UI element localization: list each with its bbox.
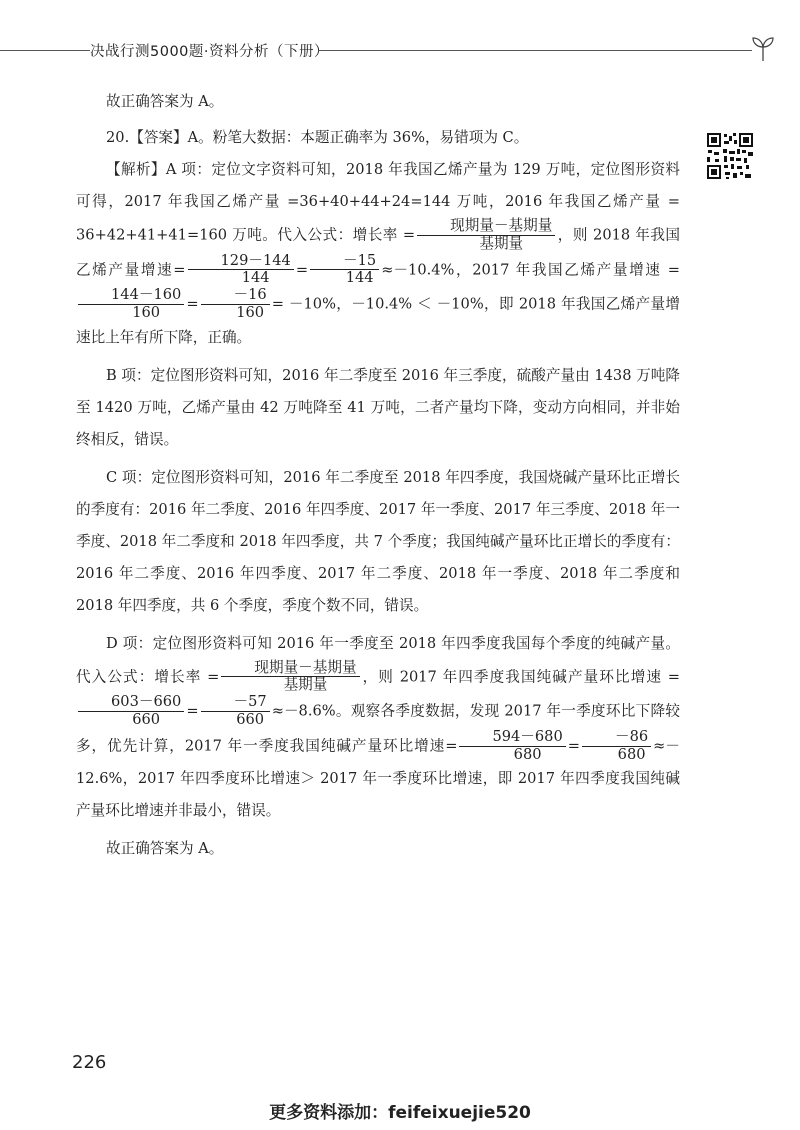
fraction-numerator: －15: [310, 253, 379, 271]
growth-rate-formula-d: [221, 660, 359, 695]
fraction-denominator: 160: [132, 303, 161, 321]
option-a-text-2: ，则 2018 年我国乙烯产量增速=: [76, 226, 681, 278]
fraction-2017-ethylene-result: [201, 287, 270, 322]
analysis-tag: 【解析】: [106, 161, 166, 178]
fraction-numerator: 144－160: [78, 287, 184, 305]
fraction-numerator: －57: [201, 694, 270, 712]
fraction-denominator: 660: [132, 711, 161, 729]
fraction-2017-ethylene: [78, 287, 184, 322]
fraction-2018-ethylene-result: [310, 253, 379, 288]
book-title: 决战行测5000题·资料分析（下册）: [90, 44, 330, 60]
fraction-2017q4-soda-result: [201, 694, 270, 729]
option-d-text-4: ≈－12.6%，2017 年四季度环比增速＞ 2017 年一季度环比增速，即 2017 年四季度我国纯碱产量环比增速并非最小，错误。: [76, 737, 680, 820]
fraction-numerator: 129－144: [188, 253, 294, 271]
answer-detail: A。粉笔大数据：本题正确率为 36%，易错项为 C。: [187, 129, 529, 146]
fraction-numerator: －86: [582, 729, 651, 747]
fraction-numerator: 594－680: [459, 729, 565, 747]
page-body: [76, 86, 680, 865]
option-d-text-1: D 项：定位图形资料可知 2016 年一季度至 2018 年四季度我国每个季度的纯碱产量。代入公式：增长率 =: [76, 634, 680, 685]
fraction-denominator: 680: [513, 745, 542, 763]
growth-rate-formula-a: [417, 218, 555, 253]
equals-sign: =: [186, 702, 199, 720]
fraction-denominator: 144: [345, 269, 374, 287]
fraction-numerator: 603－660: [78, 694, 184, 712]
formula-numerator: 现期量－基期量: [417, 218, 555, 236]
fraction-denominator: 160: [236, 303, 265, 321]
footer-contact-note: 更多资料添加：feifeixuejie520: [269, 1103, 531, 1123]
previous-answer-line: 故正确答案为 A。: [106, 93, 224, 110]
fraction-2017q4-soda: [78, 694, 184, 729]
formula-denominator: 基期量: [479, 234, 524, 252]
qr-code-icon[interactable]: [706, 132, 754, 180]
page-number: 226: [72, 1052, 107, 1073]
answer-line-q20: [76, 122, 680, 154]
analysis-paragraph-c: C 项：定位图形资料可知，2016 年二季度至 2018 年四季度，我国烧碱产量环比正增长的季度有：2016 年二季度、2016 年四季度、2017 年一季度、2017 年三季度、2018 年一季度、2018 年二季度和 2018 年四季度，共 7 个季度；我国纯碱产量环比正增长的季度有：2016 年二季度、2016 年四季度、2017 年二季度、2018 年一季度、2018 年二季度和 2018 年四季度，共 6 个季度，季度个数不同，错误。: [76, 468, 680, 614]
option-d-text-3: ≈－8.6%。观察各季度数据，发现 2017 年一季度环比下降较多，优先计算，2017 年一季度我国纯碱产量环比增速=: [76, 702, 680, 755]
header-rule-left: [0, 50, 90, 51]
fraction-2017q1-soda-result: [582, 729, 651, 764]
formula-numerator: 现期量－基期量: [221, 660, 359, 678]
option-a-text-1: A 项：定位文字资料可知，2018 年我国乙烯产量为 129 万吨，定位图形资料可得，2017 年我国乙烯产量 =36+40+44+24=144 万吨，2016 年我国乙烯产量 = 36+42+41+41=160 万吨。代入公式：增长率 =: [76, 161, 680, 244]
equals-sign: =: [567, 737, 580, 755]
option-a-text-3: ≈－10.4%，2017 年我国乙烯产量增速 =: [381, 260, 680, 278]
equals-sign: =: [186, 295, 199, 313]
fraction-2018-ethylene: [188, 253, 294, 288]
analysis-paragraph-b: B 项：定位图形资料可知，2016 年二季度至 2016 年三季度，硫酸产量由 1438 万吨降至 1420 万吨，乙烯产量由 42 万吨降至 41 万吨，二者产量均下降，变动方向相同，并非始终相反，错误。: [76, 366, 680, 448]
equals-sign: =: [295, 260, 309, 278]
option-a-text-4: = －10%，－10.4% ＜ －10%，即 2018 年我国乙烯产量增速比上年有所下降，正确。: [76, 295, 680, 346]
question-number: 20.: [106, 129, 130, 146]
sprout-icon: [750, 34, 776, 62]
analysis-paragraph-d: [76, 628, 680, 828]
fraction-numerator: －16: [201, 287, 270, 305]
option-d-text-2: ，则 2017 年四季度我国纯碱产量环比增速 =: [361, 667, 680, 685]
fraction-denominator: 660: [236, 711, 265, 729]
formula-denominator: 基期量: [283, 676, 328, 694]
answer-tag: 【答案】: [129, 129, 188, 146]
analysis-paragraph-a: [76, 154, 680, 354]
fraction-2017q1-soda: [459, 729, 565, 764]
final-answer-line: 故正确答案为 A。: [106, 840, 224, 858]
fraction-denominator: 680: [617, 745, 646, 763]
header-rule-right: [318, 50, 752, 51]
fraction-denominator: 144: [241, 269, 270, 287]
running-header: [0, 40, 800, 62]
